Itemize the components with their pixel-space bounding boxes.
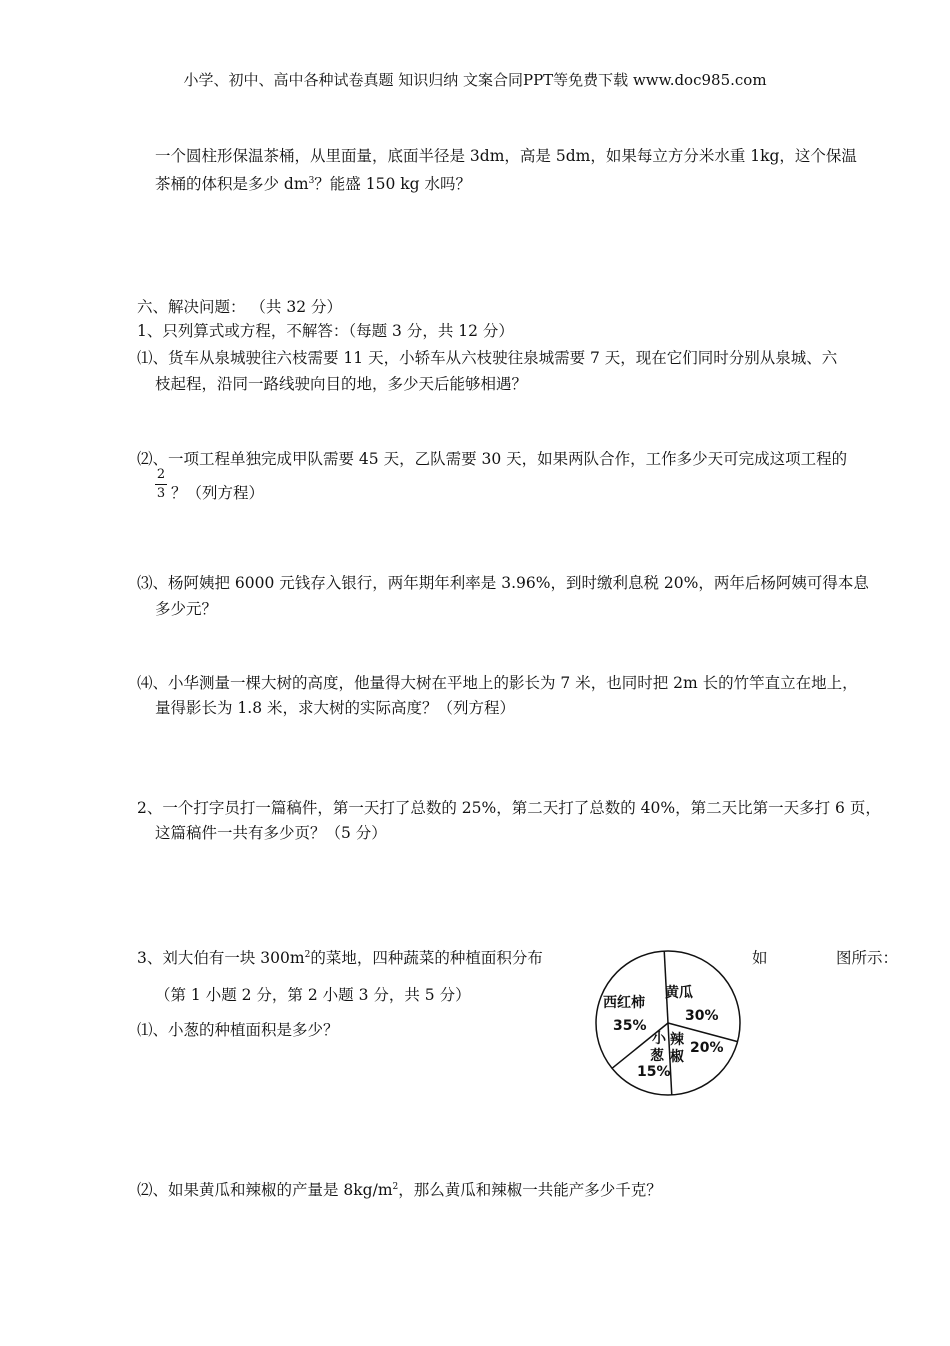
label-chili-percent: 20% <box>690 1040 724 1056</box>
cylinder-problem-line1: 一个圆柱形保温茶桶，从里面量，底面半径是 3dm，高是 5dm，如果每立方分米水重 1kg，这个保温 <box>155 147 857 165</box>
label-scallion-b: 葱 <box>650 1048 664 1064</box>
page-header: 小学、初中、高中各种试卷真题 知识归纳 文案合同PPT等免费下载 www.doc985.com <box>183 71 767 89</box>
fraction-two-thirds <box>155 467 167 502</box>
question-1-4-line1: ⑷、小华测量一棵大树的高度，他量得大树在平地上的影长为 7 米，也同时把 2m 长的竹竿直立在地上， <box>137 674 858 692</box>
question-1-4-line2: 量得影长为 1.8 米，求大树的实际高度？（列方程） <box>155 699 516 717</box>
label-scallion-percent: 15% <box>637 1064 671 1080</box>
question-3-line1: 3、刘大伯有一块 $300m^2$的菜地，四种蔬菜的种植面积分布 <box>137 949 543 967</box>
question-1-1-line2: 枝起程，沿同一路线驶向目的地，多少天后能够相遇？ <box>155 375 528 393</box>
question-3-2: ⑵、如果黄瓜和辣椒的产量是 $8kg/m^2$，那么黄瓜和辣椒一共能产多少千克？ <box>137 1181 662 1199</box>
cylinder-problem-line2: 茶桶的体积是多少 $dm^3$？能盛 150 kg 水吗？ <box>155 175 471 193</box>
question-1-1-line1: ⑴、货车从泉城驶往六枝需要 11 天，小轿车从六枝驶往泉城需要 7 天，现在它们同时分别从泉城、六 <box>137 349 838 367</box>
question-1-title: 1、只列算式或方程，不解答：（每题 3 分，共 12 分） <box>137 322 514 340</box>
question-2-line1: 2、一个打字员打一篇稿件，第一天打了总数的 25%，第二天打了总数的 40%，第二天比第一天多打 6 页， <box>137 799 881 817</box>
label-scallion-a: 小 <box>652 1031 666 1047</box>
question-1-3-line1: ⑶、杨阿姨把 6000 元钱存入银行，两年期年利率是 3.96%，到时缴利息税 20%，两年后杨阿姨可得本息 <box>137 574 869 592</box>
label-chili-b: 椒 <box>670 1049 684 1065</box>
question-3-score: （第 1 小题 2 分，第 2 小题 3 分，共 5 分） <box>155 986 471 1004</box>
pie-chart <box>593 948 743 1098</box>
question-2-line2: 这篇稿件一共有多少页？（5 分） <box>155 824 387 842</box>
label-cucumber: 黄瓜 <box>665 985 693 1001</box>
label-tomato-percent: 35% <box>613 1018 647 1034</box>
fraction-bar <box>155 484 167 485</box>
label-cucumber-percent: 30% <box>685 1008 719 1024</box>
question-3-1: ⑴、小葱的种植面积是多少？ <box>137 1021 339 1039</box>
fraction-numerator: 2 <box>156 467 166 482</box>
question-1-2-line1: ⑵、一项工程单独完成甲队需要 45 天，乙队需要 30 天，如果两队合作，工作多少天可完成这项工程的 <box>137 450 848 468</box>
section-title: 六、解决问题： （共 32 分） <box>137 298 343 316</box>
label-tomato: 西红柿 <box>603 995 645 1011</box>
question-3-line1-end: 图所示： <box>836 949 899 967</box>
question-1-3-line2: 多少元？ <box>155 600 218 618</box>
label-chili-a: 辣 <box>670 1032 684 1048</box>
question-1-2-line2: ？（列方程） <box>171 484 265 502</box>
question-3-line1-ru: 如 <box>752 949 768 967</box>
fraction-denominator: 3 <box>156 486 166 501</box>
